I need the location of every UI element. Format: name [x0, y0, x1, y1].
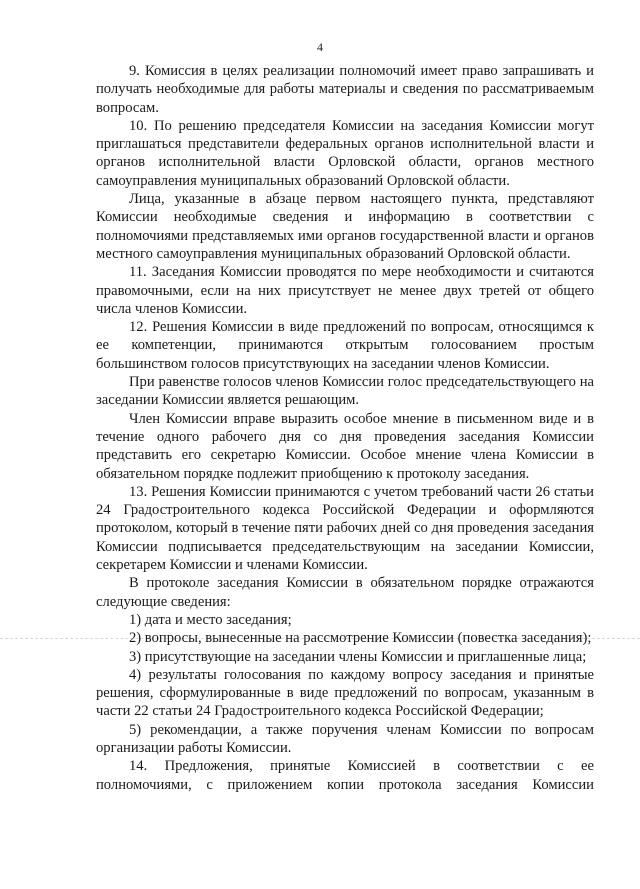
paragraph-13: 13. Решения Комиссии принимаются с учетом требований части 26 статьи 24 Градостроительного кодекса Российской Федерации и оформляются протоколом, который в течение пяти рабочих дней со дня проведения заседания Комиссии подписывается председательствующим на заседании Комиссии, секретарем Комиссии и членами Комиссии. — [96, 483, 594, 574]
list-item-4: 4) результаты голосования по каждому вопросу заседания и принятые решения, сформулированные в виде предложений по вопросам, указанным в части 22 статьи 24 Градостроительного кодекса Российской Федерации; — [96, 666, 594, 720]
paragraph-11: 11. Заседания Комиссии проводятся по мере необходимости и считаются правомочными, если на них присутствует не менее двух третей от общего числа членов Комиссии. — [96, 264, 594, 317]
list-item-3: 3) присутствующие на заседании члены Комиссии и приглашенные лица; — [129, 648, 587, 665]
list-item-5: 5) рекомендации, а также поручения членам Комиссии по вопросам организации работы Комиссии. — [96, 721, 594, 756]
paragraph-12-dissent: Член Комиссии вправе выразить особое мнение в письменном виде и в течение одного рабочего дня со дня проведения заседания Комиссии представить его секретарю Комиссии. Особое мнение члена Комиссии в обязательном порядке подлежит приобщению к протоколу заседания. — [96, 410, 594, 482]
paragraph-12-tie-vote: При равенстве голосов членов Комиссии голос председательствующего на заседании Комиссии является решающим. — [96, 374, 594, 409]
list-item-1: 1) дата и место заседания; — [129, 611, 292, 628]
paragraph-13-protocol-intro: В протоколе заседания Комиссии в обязательном порядке отражаются следующие сведения: — [96, 575, 594, 610]
paragraph-10-persons: Лица, указанные в абзаце первом настоящего пункта, представляют Комиссии необходимые сведения и информацию в соответствии с полномочиями представляемых ими органов государственной власти и органов местного самоуправления муниципальных образований Орловской области. — [96, 191, 594, 262]
page-number: 4 — [317, 40, 323, 54]
document-body — [96, 62, 594, 794]
list-item-2: 2) вопросы, вынесенные на рассмотрение Комиссии (повестка заседания); — [129, 630, 592, 647]
paragraph-14: 14. Предложения, принятые Комиссией в соответствии с ее полномочиями, с приложением копии протокола заседания Комиссии — [96, 758, 594, 793]
paragraph-9: 9. Комиссия в целях реализации полномочий имеет право запрашивать и получать необходимые для работы материалы и сведения по рассматриваемым вопросам. — [96, 63, 594, 116]
paragraph-12: 12. Решения Комиссии в виде предложений по вопросам, относящимся к ее компетенции, принимаются открытым голосованием простым большинством голосов присутствующих на заседании членов Комиссии. — [96, 319, 594, 372]
paragraph-10: 10. По решению председателя Комиссии на заседания Комиссии могут приглашаться представители федеральных органов исполнительной власти и органов исполнительной власти Орловской области, органов местного самоуправления муниципальных образований Орловской области. — [96, 117, 594, 189]
